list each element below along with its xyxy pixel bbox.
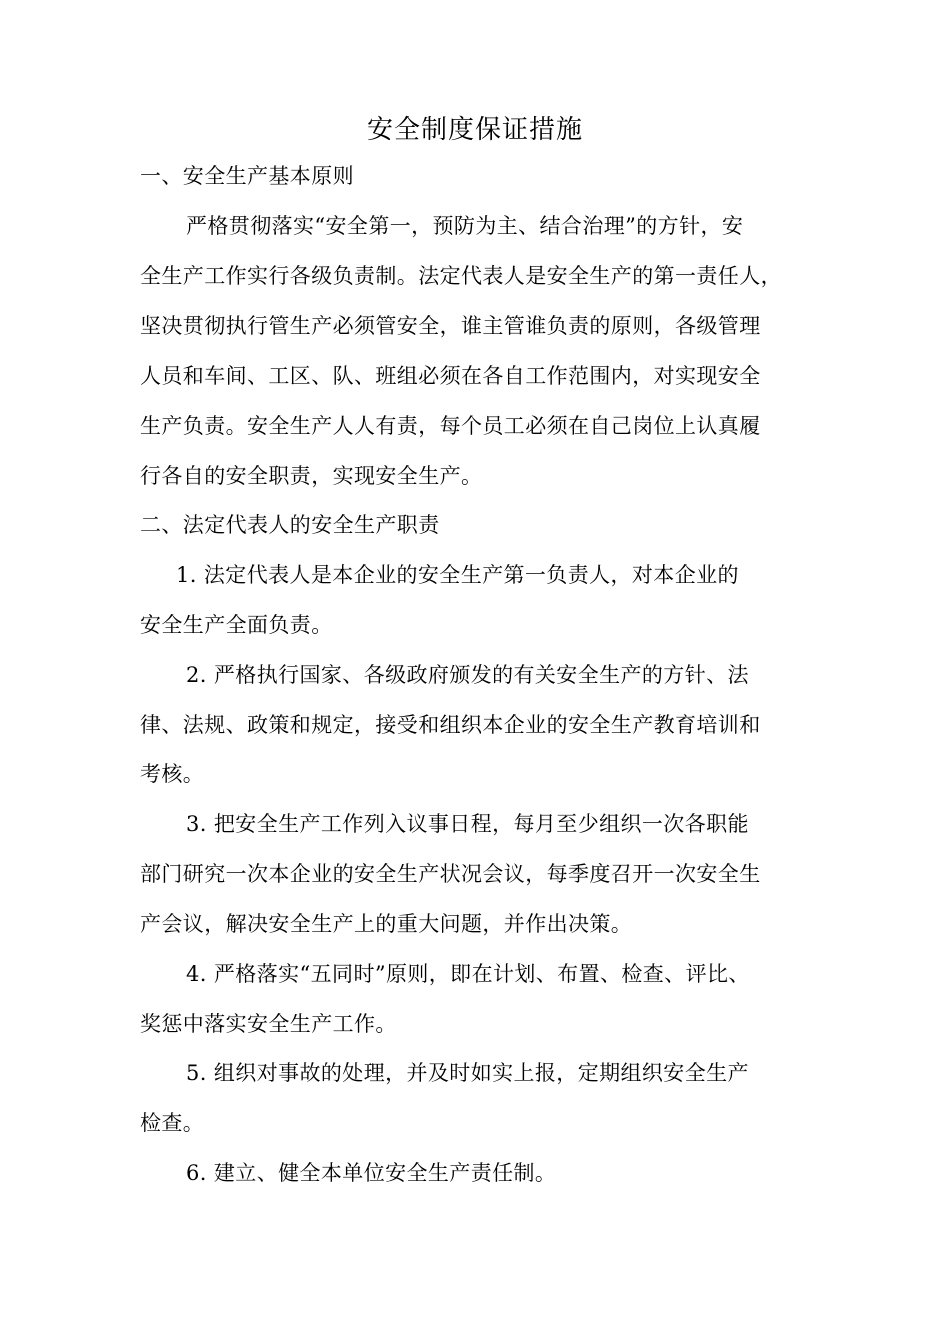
list-item-4-line: 4. 严格落实“五同时”原则，即在计划、布置、检查、评比、 bbox=[186, 962, 750, 986]
list-item-5-line: 5. 组织对事故的处理，并及时如实上报，定期组织安全生产 bbox=[186, 1061, 749, 1085]
list-item-6-line: 6. 建立、健全本单位安全生产责任制。 bbox=[186, 1161, 557, 1185]
paragraph-line: 生产负责。安全生产人人有责，每个员工必须在自己岗位上认真履 bbox=[140, 414, 761, 438]
section-heading-1: 一、安全生产基本原则 bbox=[140, 164, 354, 188]
list-item-2-line: 2. 严格执行国家、各级政府颁发的有关安全生产的方针、法 bbox=[186, 663, 749, 687]
paragraph-line: 严格贯彻落实“安全第一，预防为主、结合治理”的方针，安 bbox=[186, 214, 744, 238]
list-item-1-line: 安全生产全面负责。 bbox=[140, 613, 333, 637]
list-item-3-line: 3. 把安全生产工作列入议事日程，每月至少组织一次各职能 bbox=[186, 812, 749, 836]
list-item-5-line: 检查。 bbox=[140, 1111, 205, 1135]
section-heading-2: 二、法定代表人的安全生产职责 bbox=[140, 513, 440, 537]
paragraph-line: 行各自的安全职责，实现安全生产。 bbox=[140, 464, 483, 488]
list-item-3-line: 产会议，解决安全生产上的重大问题，并作出决策。 bbox=[140, 912, 633, 936]
paragraph-line: 人员和车间、工区、队、班组必须在各自工作范围内，对实现安全 bbox=[140, 364, 761, 388]
paragraph-line: 全生产工作实行各级负责制。法定代表人是安全生产的第一责任人， bbox=[140, 264, 782, 288]
list-item-1-line: 1. 法定代表人是本企业的安全生产第一负责人，对本企业的 bbox=[176, 563, 739, 587]
document-title: 安全制度保证措施 bbox=[366, 115, 583, 145]
list-item-2-line: 律、法规、政策和规定，接受和组织本企业的安全生产教育培训和 bbox=[140, 713, 761, 737]
list-item-4-line: 奖惩中落实安全生产工作。 bbox=[140, 1012, 397, 1036]
paragraph-line: 坚决贯彻执行管生产必须管安全，谁主管谁负责的原则，各级管理 bbox=[140, 314, 761, 338]
list-item-3-line: 部门研究一次本企业的安全生产状况会议，每季度召开一次安全生 bbox=[140, 862, 761, 886]
list-item-2-line: 考核。 bbox=[140, 762, 205, 786]
